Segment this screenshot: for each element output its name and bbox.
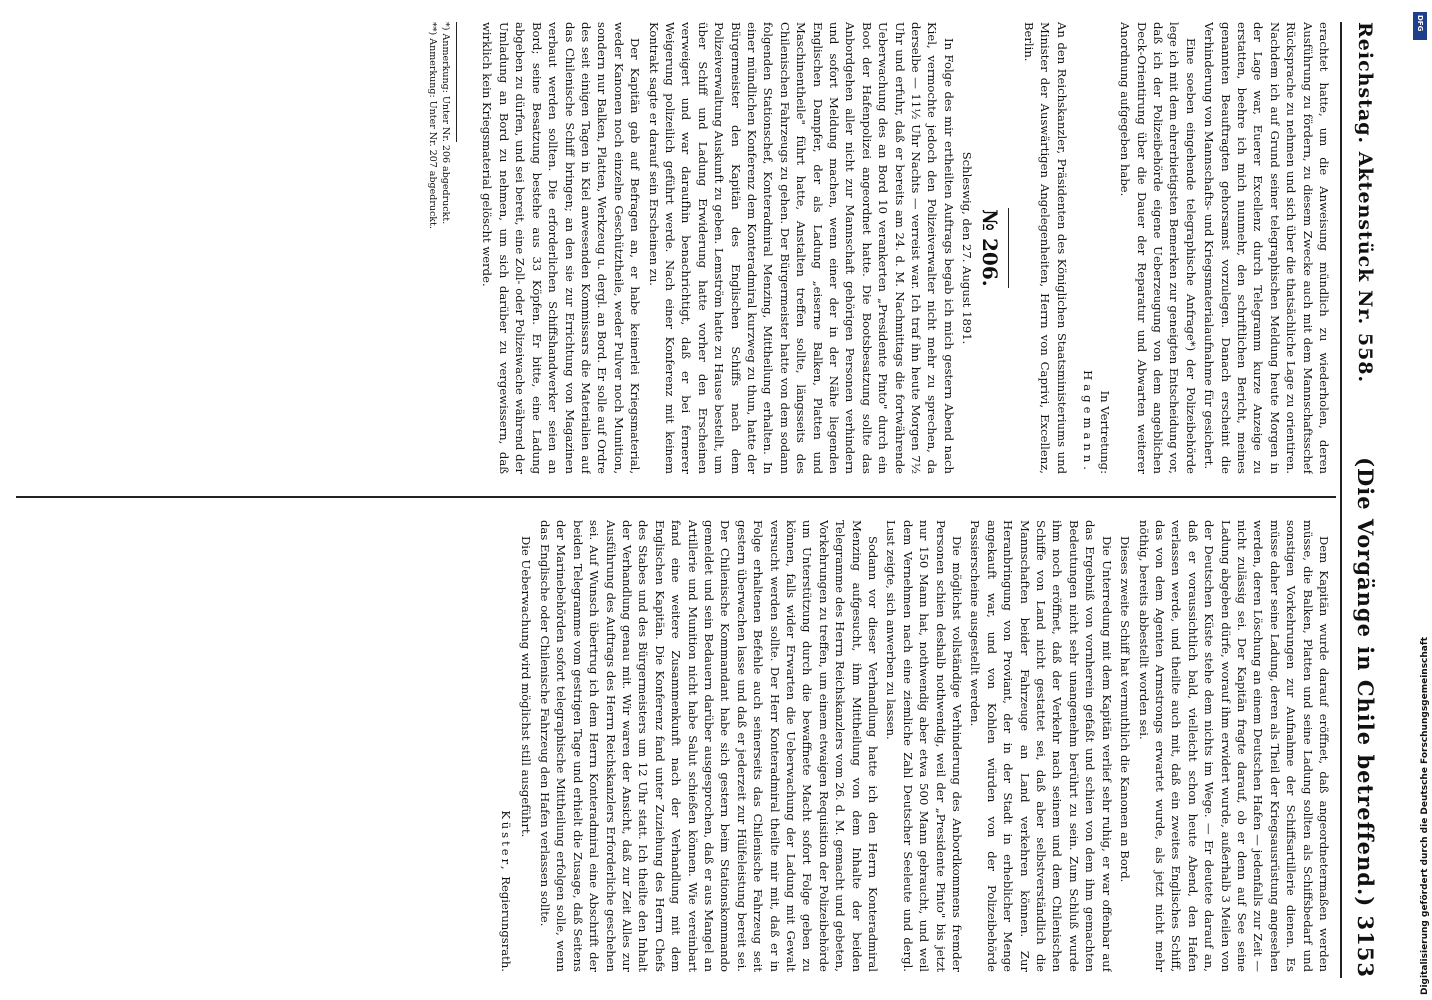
paragraph: Der Kapitän gab auf Befragen an, er habe keinerlei Kriegsmaterial, weder Kanonen noch einzelne Geschütztheile, weder Pulver noch Munition, sondern nur Balken, Platten, Werkzeug u. dergl. an Bord. Er solle auf Ordre des seit einigen Tagen in Kiel anwesenden Kommissars die Materialien auf das Chilenische Schiff bringen; an den sie zur Errichtung von Magazinen verbaut werden sollten. Die erforderlichen Schiffshandwerker seien an Bord; seine Besatzung bestehe aus 33 Köpfen. Er bitte, eine Ladung abgeben zu dürfen, und sei bereit, eine Zoll- oder Polizeiwache während der Umladung an Bord zu nehmen, um sich darüber zu vergewissern, daß wirklich kein Kriegsmaterial gelöscht werde.: [480, 22, 643, 474]
document-number: № 206.: [977, 209, 1002, 287]
footnote: **) Anmerkung: Unter Nr. 207 abgedruckt.: [427, 22, 439, 229]
addressee: An den Reichskanzler, Präsidenten des Königlichen Staatsministeriums und Minister der Auswärtigen Angelegenheiten, Herrn von Caprivi, Excellenz, Berlin.: [1022, 22, 1069, 474]
footnote: *) Anmerkung: Unter Nr. 206 abgedruckt.: [440, 22, 452, 225]
paragraph: Die möglichst vollständige Verhinderung des Anbordkommens fremder Personen schien deshalb nothwendig, weil der „Presidente Pinto" bis jetzt nur 150 Mann hat, nothwendig aber etwa 500 Mann gebraucht, und weil dem Vernehmen nach eine ziemliche Zahl Deutscher Seeleute und dergl. Lust zeigte, sich anwerben zu lassen.: [884, 520, 965, 972]
footnotes: [426, 22, 457, 229]
page-header: [1340, 22, 1382, 978]
dfg-logo-text: DFG: [1416, 15, 1424, 32]
right-column: [42, 520, 1332, 972]
signature-name: Hagemann.: [1081, 370, 1096, 474]
separator-rule: [1008, 208, 1009, 288]
paragraph: Dieses zweite Schiff hat vermuthlich die Kanonen an Bord.: [1118, 536, 1133, 883]
paragraph: Dem Kapitän wurde darauf eröffnet, daß angeordnetermaßen werden müsse, die Balken, Platten und seine Ladung sollten als Schiffsbedarf und sonstigen Vorkehrungen zur Aufnahme der Schiffsartillerie dienen. Es müsse daher seine Ladung, deren als Theil der Kriegsausrüstung angesehen werden, deren Löschung an einem Deutschen Hafen — jedenfalls zur Zeit — nicht zulässig sei. Der Kapitän fragte darauf, ob er denn auf See seine Ladung abgeben dürfe, worauf ihm erwidert wurde, außerhalb 3 Meilen von der Deutschen Küste stehe dem nichts im Wege. — Er deutete darauf an, daß er voraussichtlich bald, vielleicht schon heute Abend, den Hafen verlassen werde, und theilte auch mit, daß ein zweites Englisches Schiff, das von dem Agenten Armstrongs erwartet wurde, als jetzt nicht mehr nöthig, bereits abbestellt worden sei.: [1136, 520, 1331, 972]
signature-name: Küster,: [499, 810, 514, 873]
digitization-credit: Digitalisierung gefördert durch die Deutsche Forschungsgemeinschaft: [1420, 636, 1430, 995]
paragraph: erachtet hatte, um die Anweisung mündlich zu wiederholen, deren Ausführung zu fördern, zu diesem Zwecke auch mit dem Mannschaftsschef Rücksprache zu nehmen und sich über die thatsächliche Lage zu orientiren. Nachdem ich auf Grund seiner telegraphischen Meldung heute Morgen in der Lage war, Euerer Excellenz durch Telegramm kurze Anzeige zu erstatten, beehre ich mich nunmehr, den schriftlichen Bericht, meines genannten Beauftragten gehorsamst vorzulegen. Danach erscheint die Verhinderung von Mannschafts- und Kriegsmaterialaufnahme für gesichert.: [1202, 22, 1331, 474]
signature-block: [498, 520, 514, 972]
dateline: Schleswig, den 27. August 1891.: [960, 151, 975, 345]
signature-block: [1080, 22, 1113, 474]
column-divider: [16, 496, 1336, 498]
signature-title: Regierungsrath.: [499, 876, 514, 972]
dfg-logo: [1413, 12, 1427, 40]
header-left: Reichstag. Aktenstück Nr. 558.: [1354, 22, 1376, 384]
signature-intro: In Vertretung:: [1097, 390, 1112, 474]
paragraph: Die Unterredung mit dem Kapitän verlief sehr ruhig, er war offenbar auf das Ergebniß von vornherein gefaßt und schien von dem ihm gemachten Bedeutungen nicht sehr unangenehm berührt zu sein. Zum Schluß wurde ihm noch eröffnet, daß der Verkehr nach seinem und dem Chilenischen Schiffe von Land nicht gestattet sei, daß aber selbstverständlich die Mannschaften beider Fahrzeuge an Land verkehren können. Zur Heranbringung von Proviant, der in der Stadt in erheblicher Menge angekauft war, und von Kohlen würden von der Polizeibehörde Passierscheine ausgestellt werden.: [968, 520, 1114, 972]
paragraph: Eine soeben eingehende telegraphische Anfrage*) der Polizeibehörde lege ich mit dem ehrerbietigsten Bemerken zur geneigten Entscheidung vor, daß ich der Polizeibehörde eigene Ueberzeugung von dem angeblichen Deck-Orientirung über die Dauer der Reparatur und Abwarten weiterer Anordnung aufgegeben habe.: [1118, 22, 1198, 474]
left-column: [42, 22, 1332, 474]
paragraph: In Folge des mir ertheilten Auftrags begab ich mich gestern Abend nach Kiel, vermochte jedoch den Polizeiverwalter nicht mehr zu sprechen, da derselbe — 11½ Uhr Nachts — verreist war. Ich traf ihn heute Morgen 7½ Uhr und erfuhr, daß er bereits am 24. d. M. Nachmittags die fortwährende Ueberwachung des an Bord 10 verankerten „Presidente Pinto" durch ein Boot der Hafenpolizei angeordnet hatte. Die Bootsbesatzung sollte das Anbordgehen aller nicht zur Mannschaft gehörigen Personen verhindern und sofort Meldung machen, wenn einer der in der Nähe liegenden Englischen Dampfer, der als Ladung „eiserne Balken, Platten und Maschinentheile" führt hatte, Anstalten treffen sollte, längsseits des Chilenischen Fahrzeugs zu gehen. Der Bürgermeister hatte von dem sodann folgenden Stationschef, Konteradmiral Menzing, Mittheilung erhalten. In einer mündlichen Konferenz dem Konteradmiral kurzweg zu thun, hatte der Bürgermeister den Kapitän des Englischen Schiffs nach dem Polizeiverwaltung Auskunft zu geben. Lemström hatte zu Hause bestellt, um über Schiff und Ladung Erwiderung hatte vorher den Erscheinen verweigert und war daraufhin benachrichtigt, daß er bei fernerer Weigerung polizeilich geführt werde. Nach einer Konferenz mit keinem Kontrakt sagte er darauf sein Erscheinen zu.: [646, 22, 956, 474]
header-right: (Die Vorgänge in Chile betreffend.) 3153: [1353, 457, 1378, 978]
paragraph: Die Ueberwachung wird möglichst still ausgeführt.: [519, 536, 534, 838]
paragraph: Sodann vor dieser Verhandlung hatte ich den Herrn Konteradmiral Menzing aufgesucht, ihm Mittheilung von dem Inhalte der beiden Telegramme des Herrn Reichskanzlers vom 26. d. M. gemacht und gebeten, Vorkehrungen zu treffen, um einem etwaigen Requisition der Polizeibehörde um Unterstützung durch die bewaffnete Macht sofort Folge geben zu können, falls wider Erwarten die Ueberwachung der Ladung mit Gewalt versucht werden sollte. Der Herr Konteradmiral theilte mir mit, daß er in Folge erhaltenen Befehle auch seinerseits das Chilenische Fahrzeug seit gestern überwachen lasse und daß er jederzeit zur Hülfeleistung bereit sei. Der Chilenische Kommandant habe sich gestern beim Stationskommando gemeldet und sein Bedauern darüber ausgesprochen, daß er aus Mangel an Artillerie und Munition nicht habe Salut schießen können. Wie vereinbart fand eine weitere Zusammenkunft nach der Verhandlung mit dem Englischen Kapitän. Die Konferenz fand unter Zuziehung des Herrn Chefs des Stabes und des Bürgermeisters um 12 Uhr statt. Ich theilte den Inhalt der Verhandlung genau mit. Wir waren der Ansicht, daß zur Zeit Alles zur Ausführung des Auftrags des Herrn Reichskanzlers Erforderliche geschehen sei. Auf Wunsch übertrug ich dem Herrn Konteradmiral eine Abschrift der beiden Telegramme vom gestrigen Tage und erhielt die Zusage, daß Seitens der Marinebehörden sofort telegraphische Mittheilung erfolgen solle, wenn das Englische oder Chilenische Fahrzeug den Hafen verlassen sollte.: [537, 520, 881, 972]
